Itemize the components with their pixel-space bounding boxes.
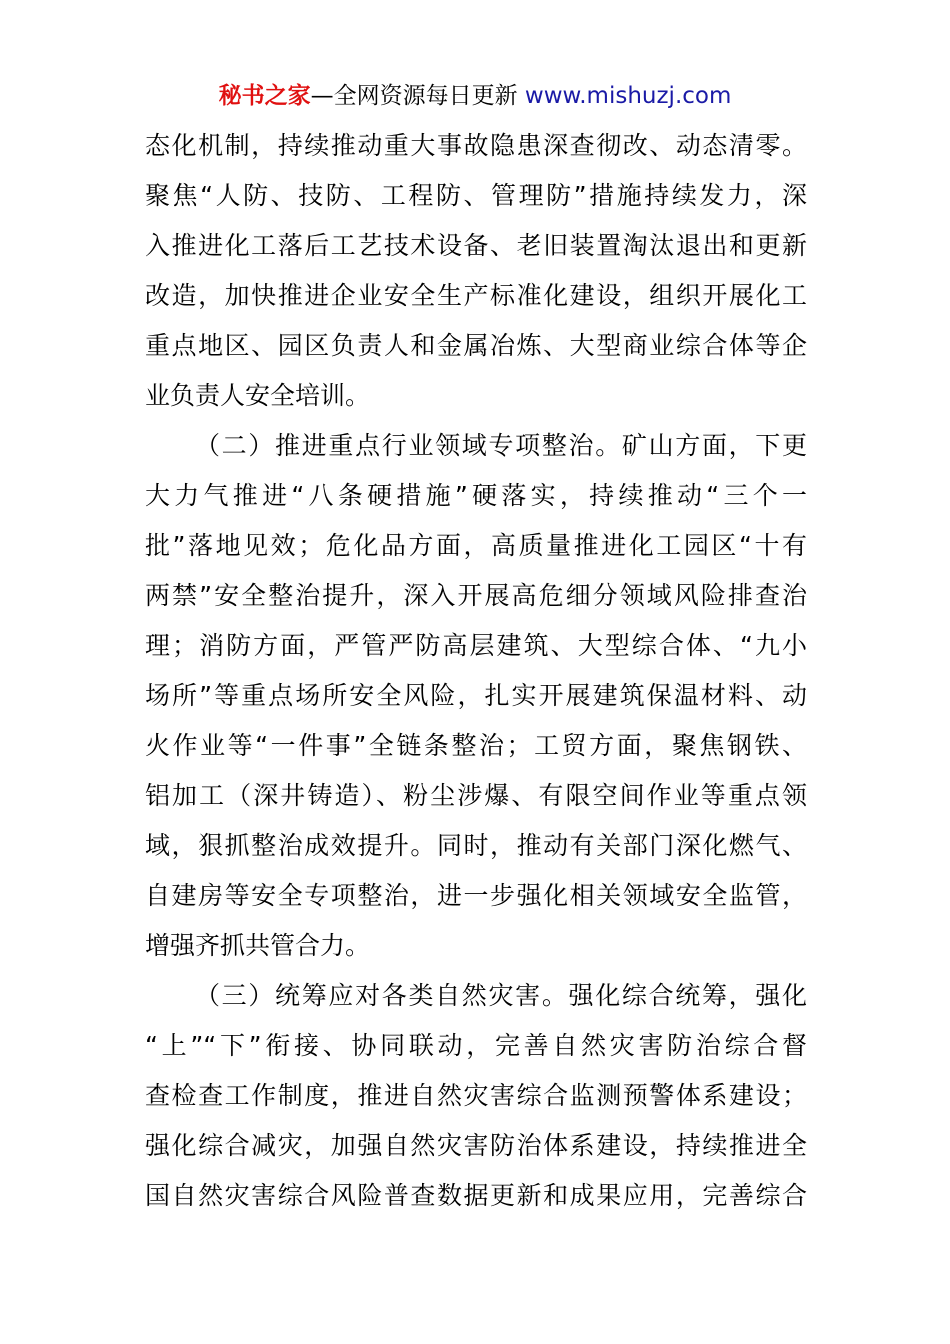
text-line: 自建房等安全专项整治，进一步强化相关领域安全监管， (145, 881, 807, 910)
text-line: 入推进化工落后工艺技术设备、老旧装置淘汰退出和更新 (145, 231, 807, 260)
text-line: 查检查工作制度，推进自然灾害综合监测预警体系建设； (145, 1081, 807, 1110)
site-tagline: —全网资源每日更新 (310, 83, 518, 109)
text-line: 域，狠抓整治成效提升。同时，推动有关部门深化燃气、 (145, 831, 807, 860)
text-line: 火作业等“一件事”全链条整治；工贸方面，聚焦钢铁、 (145, 731, 807, 760)
text-line: 两禁”安全整治提升，深入开展高危细分领域风险排查治 (145, 581, 807, 610)
text-line: 铝加工（深井铸造）、粉尘涉爆、有限空间作业等重点领 (145, 781, 807, 810)
site-url-link[interactable]: www.mishuzj.com (524, 83, 732, 109)
site-header (0, 80, 950, 112)
text-line: 场所”等重点场所安全风险，扎实开展建筑保温材料、动 (145, 681, 807, 710)
text-line: 强化综合减灾，加强自然灾害防治体系建设，持续推进全 (145, 1131, 807, 1160)
section-heading-line: （三）统筹应对各类自然灾害。强化综合统筹，强化 (195, 981, 807, 1010)
text-line: 批”落地见效；危化品方面，高质量推进化工园区“十有 (145, 531, 807, 560)
text-line: 理；消防方面，严管严防高层建筑、大型综合体、“九小 (145, 631, 807, 660)
document-body (145, 121, 807, 1221)
text-line: 增强齐抓共管合力。 (145, 931, 371, 960)
text-line: 大力气推进“八条硬措施”硬落实，持续推动“三个一 (145, 481, 807, 510)
text-line: 业负责人安全培训。 (145, 381, 371, 410)
section-heading-line: （二）推进重点行业领域专项整治。矿山方面，下更 (195, 431, 807, 460)
text-line: 重点地区、园区负责人和金属冶炼、大型商业综合体等企 (145, 331, 807, 360)
site-brand: 秘书之家 (218, 83, 311, 109)
text-line: 态化机制，持续推动重大事故隐患深查彻改、动态清零。 (145, 131, 807, 160)
text-line: 国自然灾害综合风险普查数据更新和成果应用，完善综合 (145, 1181, 807, 1210)
text-line: 聚焦“人防、技防、工程防、管理防”措施持续发力，深 (145, 181, 807, 210)
text-line: 改造，加快推进企业安全生产标准化建设，组织开展化工 (145, 281, 807, 310)
text-line: “上”“下”衔接、协同联动，完善自然灾害防治综合督 (145, 1031, 807, 1060)
